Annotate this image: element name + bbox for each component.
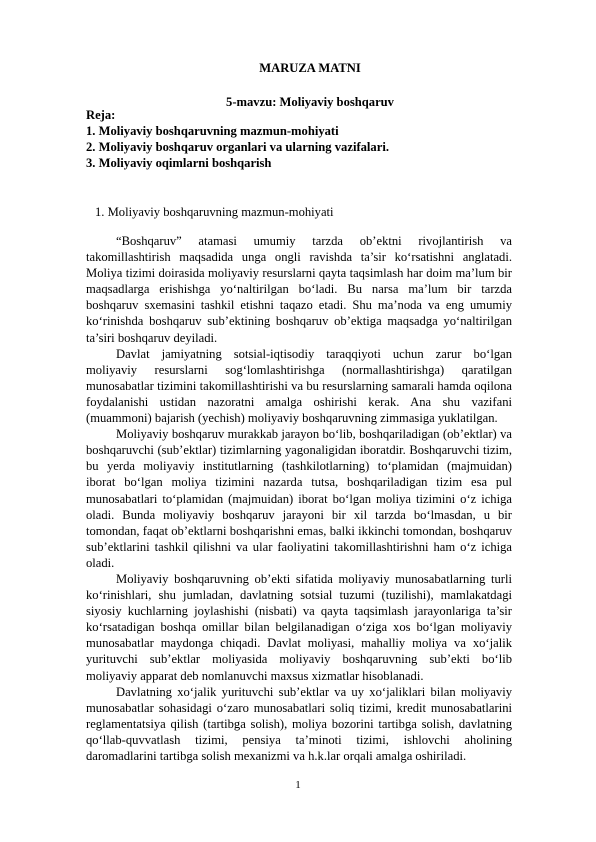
paragraph-4: Moliyaviy boshqaruvning ob’ekti sifatida moliyaviy munosabatlarning turli ko‘rinishlari, shu jumladan, davlatning sotsial tuzumi (tuzilishi), mamlakatdagi siyosiy kuchlarning joylashishi (nisbati) va qayta taqsimlash jarayonlariga ta’sir ko‘rsatadigan boshqa omillar bilan belgilanadigan o‘ziga xos bo‘lgan moliyaviy munosabatlar maydonga chiqadi. Davlat moliyasi, mahalliy moliya va xo‘jalik yurituvchi sub’ektlar moliyasida moliyaviy boshqaruvning sub’ekti bo‘lib moliyaviy apparat deb nomlanuvchi maxsus xizmatlar hisoblanadi. xyxy=(86,571,512,683)
paragraph-3: Moliyaviy boshqaruv murakkab jarayon bo‘lib, boshqariladigan (ob’ektlar) va boshqaruvchi (sub’ektlar) tizimlarning yagonaligidan iboratdir. Boshqaruvchi tizim, bu yerda moliyaviy institutlarning (tashkilotlarning) to‘plamidan (majmuidan) iborat bo‘lgan moliya tizimini nazarda tutsa, boshqariladigan tizim esa pul munosabatlari to‘plamidan (majmuidan) iborat bo‘lgan moliya tizimini o‘z ichiga oladi. Bunda moliyaviy boshqaruv jarayoni bir xil tarzda bo‘lmasdan, u bir tomondan, faqat ob’ektlarni boshqarishni emas, balki ikkinchi tomondan, boshqaruv sub’ektlarini tashkil qilishni va ular faoliyatini takomillashtirishni ham o‘z ichiga oladi. xyxy=(86,427,512,570)
paragraph-5: Davlatning xo‘jalik yurituvchi sub’ektlar va uy xo‘jaliklari bilan moliyaviy munosabatlar sohasidagi o‘zaro munosabatlari soliq tizimi, kredit munosabatlarini reglamentatsiya qilish (tartibga solish), moliya bozorini tartibga solish, davlatning qo‘llab-quvvatlash tizimi, pensiya ta’minoti tizimi, ishlovchi aholining daromadlarini tartibga solish mexanizmi va h.k.lar orqali amalga oshiriladi. xyxy=(86,684,512,763)
plan-label: Reja: xyxy=(86,108,116,122)
paragraph-2: Davlat jamiyatning sotsial-iqtisodiy taraqqiyoti uchun zarur bo‘lgan moliyaviy resurslarni sog‘lomlashtirishga (normallashtirishga) qaratilgan munosabatlar tizimini takomillashtirishi va bu resurslarning samarali hamda oqilona foydalanishi ustidan nazoratni amalga oshirishi kerak. Ana shu vazifani (muammoni) bajarish (yechish) moliyaviy boshqaruvning zimmasiga yuklatilgan. xyxy=(86,346,512,426)
body-text xyxy=(86,233,512,764)
paragraph-1: “Boshqaruv” atamasi umumiy tarzda ob’ektni rivojlantirish va takomillashtirish maqsadida unga ongli ravishda ta’sir ko‘rsatishni anglatadi. Moliya tizimi doirasida moliyaviy resurslarni qayta taqsimlash har doim ma’lum bir maqsadlarga erishishga yo‘naltirilgan bo‘ladi. Bu narsa ma’lum bir tarzda boshqaruv sxemasini tashkil etishni taqazo etadi. Shu ma’noda va eng umumiy ko‘rinishda boshqaruv sub’ektining boshqaruv ob’ektiga maqsadga yo‘naltirilgan ta’siri boshqaruv deyiladi. xyxy=(86,234,512,345)
page-number: 1 xyxy=(295,779,301,791)
lecture-plan xyxy=(86,107,389,171)
plan-item-2: 2. Moliyaviy boshqaruv organlari va ularning vazifalari. xyxy=(86,140,389,154)
lecture-topic: 5-mavzu: Moliyaviy boshqaruv xyxy=(226,95,394,109)
plan-item-3: 3. Moliyaviy oqimlarni boshqarish xyxy=(86,156,272,170)
section-heading: 1. Moliyaviy boshqaruvning mazmun-mohiyati xyxy=(95,205,334,219)
document-title: MARUZA MATNI xyxy=(259,61,361,75)
plan-item-1: 1. Moliyaviy boshqaruvning mazmun-mohiyati xyxy=(86,124,339,138)
